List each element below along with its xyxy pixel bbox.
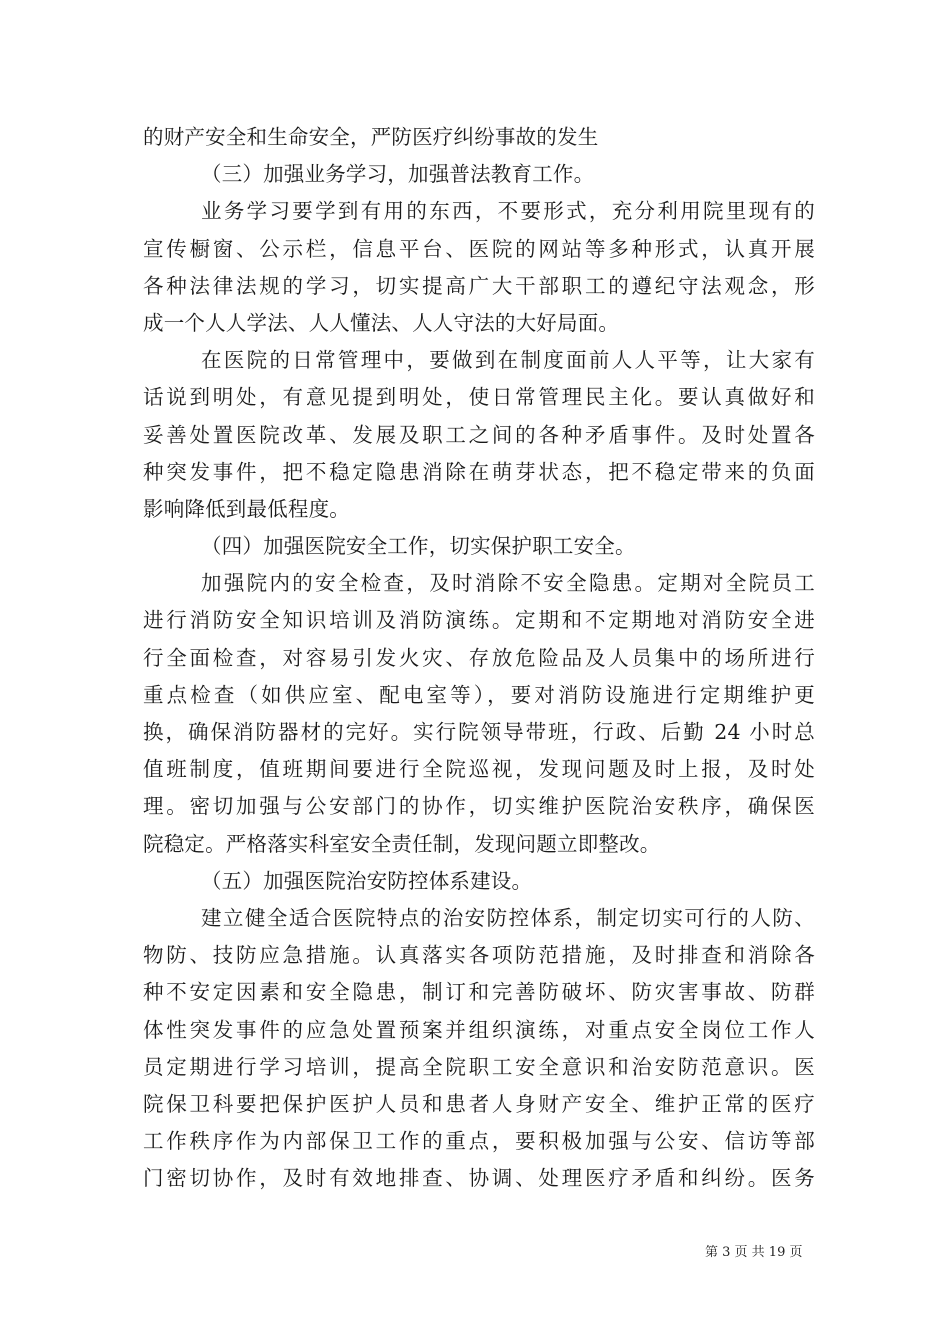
text-line: 建立健全适合医院特点的治安防控体系，制定切实可行的人防、	[201, 905, 815, 930]
text-line: 重点检查（如供应室、配电室等），要对消防设施进行定期维护更	[143, 682, 815, 707]
text-line: 在医院的日常管理中，要做到在制度面前人人平等，让大家有	[201, 348, 815, 373]
page-number: 第 3 页 共 19 页	[705, 1245, 803, 1260]
text-line: 影响降低到最低程度。	[143, 496, 350, 521]
text-line: 院保卫科要把保护医护人员和患者人身财产安全、维护正常的医疗	[143, 1091, 815, 1116]
text-line: 物防、技防应急措施。认真落实各项防范措施，及时排查和消除各	[143, 943, 815, 968]
text-line: 各种法律法规的学习，切实提高广大干部职工的遵纪守法观念，形	[143, 273, 815, 298]
text-line: 加强院内的安全检查，及时消除不安全隐患。定期对全院员工	[201, 571, 815, 596]
section-heading: （四）加强医院安全工作，切实保护职工安全。	[201, 534, 636, 559]
text-line: 业务学习要学到有用的东西，不要形式，充分利用院里现有的	[201, 199, 815, 224]
text-line: 的财产安全和生命安全，严防医疗纠纷事故的发生	[143, 125, 599, 149]
text-line: 院稳定。严格落实科室安全责任制，发现问题立即整改。	[143, 831, 661, 856]
text-line: 妥善处置医院改革、发展及职工之间的各种矛盾事件。及时处置各	[143, 422, 815, 447]
text-line: 成一个人人学法、人人懂法、人人守法的大好局面。	[143, 310, 620, 335]
text-line: 种不安定因素和安全隐患，制订和完善防破坏、防灾害事故、防群	[143, 980, 815, 1005]
text-line: 行全面检查，对容易引发火灾、存放危险品及人员集中的场所进行	[143, 645, 815, 670]
text-line: 宣传橱窗、公示栏，信息平台、医院的网站等多种形式，认真开展	[143, 236, 815, 261]
section-heading: （三）加强业务学习，加强普法教育工作。	[201, 162, 595, 187]
text-line: 员定期进行学习培训，提高全院职工安全意识和治安防范意识。医	[143, 1054, 815, 1079]
document-body	[143, 119, 815, 1197]
text-line: 门密切协作，及时有效地排查、协调、处理医疗矛盾和纠纷。医务	[143, 1166, 815, 1191]
text-line: 工作秩序作为内部保卫工作的重点，要积极加强与公安、信访等部	[143, 1129, 815, 1154]
text-line: 理。密切加强与公安部门的协作，切实维护医院治安秩序，确保医	[143, 794, 815, 819]
text-line: 换，确保消防器材的完好。实行院领导带班，行政、后勤 24 小时总	[143, 720, 815, 744]
text-line: 话说到明处，有意见提到明处，使日常管理民主化。要认真做好和	[143, 385, 815, 410]
section-heading: （五）加强医院治安防控体系建设。	[201, 868, 533, 893]
text-line: 体性突发事件的应急处置预案并组织演练，对重点安全岗位工作人	[143, 1017, 815, 1042]
text-line: 种突发事件，把不稳定隐患消除在萌芽状态，把不稳定带来的负面	[143, 459, 815, 484]
text-line: 值班制度，值班期间要进行全院巡视，发现问题及时上报，及时处	[143, 757, 815, 782]
text-line: 进行消防安全知识培训及消防演练。定期和不定期地对消防安全进	[143, 608, 815, 633]
